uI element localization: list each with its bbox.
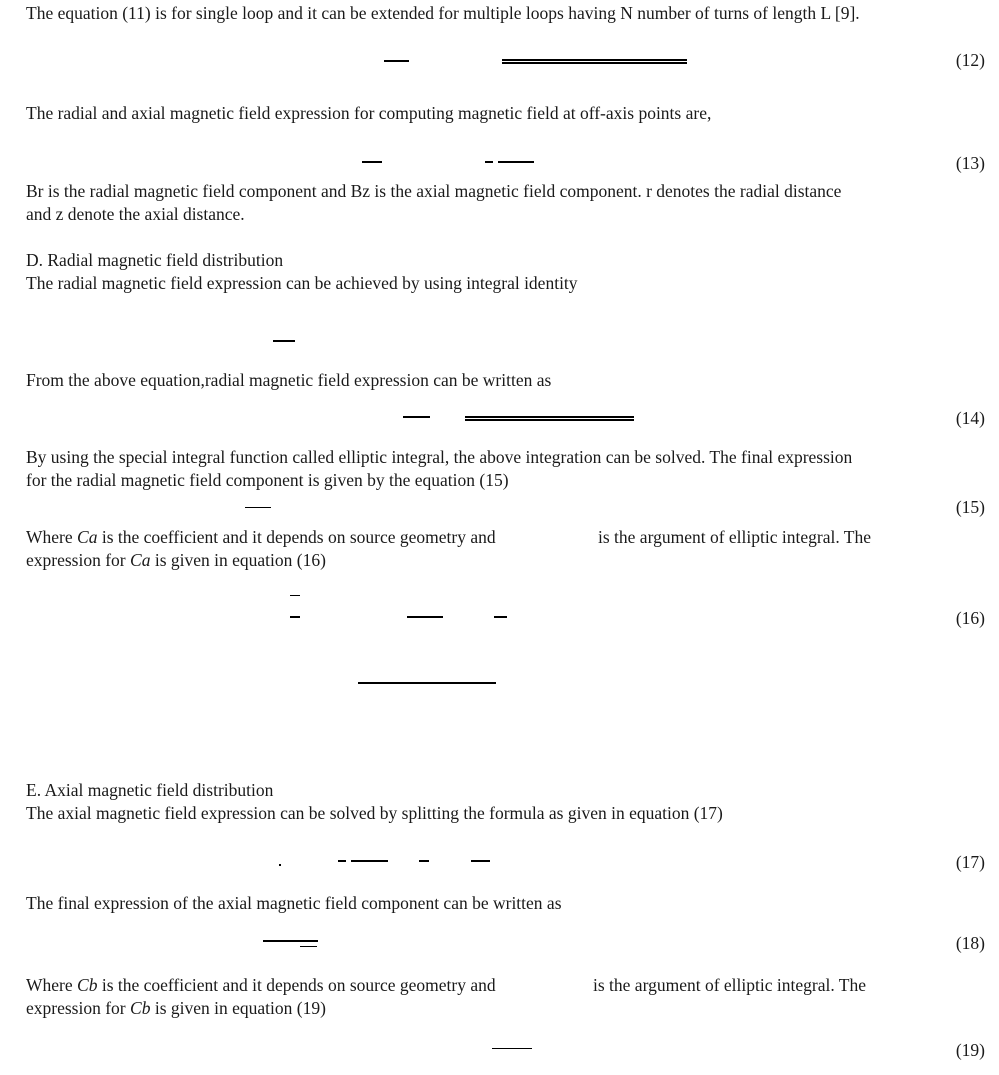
paragraph-integral-identity: The radial magnetic field expression can be achieved by using integral identity (26, 273, 578, 293)
fraction-bar-double (502, 59, 687, 64)
text-fragment: expression for (26, 998, 131, 1018)
equation-number-17: (17) (955, 852, 985, 872)
paragraph-components-line1: Br is the radial magnetic field component and Bz is the axial magnetic field component. r denotes the radial distance (26, 181, 842, 201)
text-fragment: is given in equation (19) (150, 998, 326, 1018)
equation-number-18: (18) (955, 933, 985, 953)
coefficient-cb: Cb (130, 998, 151, 1018)
equation-number-12: (12) (955, 50, 985, 70)
paragraph-ca-line2 (26, 550, 326, 570)
equation-number-15: (15) (955, 497, 985, 517)
text-fragment: is the coefficient and it depends on source geometry and (97, 975, 496, 995)
fraction-bar (362, 161, 382, 163)
paragraph-ca-line1-tail: is the argument of elliptic integral. The (598, 527, 871, 547)
minus-sign (485, 161, 493, 163)
coefficient-ca: Ca (77, 527, 98, 547)
paragraph-elliptic-line2: for the radial magnetic field component is given by the equation (15) (26, 470, 509, 490)
fraction-bar-double (465, 416, 634, 421)
paragraph-intro: The equation (11) is for single loop and it can be extended for multiple loops having N number of turns of length L [9]. (26, 3, 860, 23)
equation-number-14: (14) (955, 408, 985, 428)
paragraph-cb-line1 (26, 975, 496, 995)
fraction-bar (245, 507, 271, 508)
text-fragment: is given in equation (16) (150, 550, 326, 570)
fraction-bar (492, 1048, 532, 1049)
fraction-bar (358, 682, 496, 684)
fraction-bar (384, 60, 409, 62)
equation-number-19: (19) (955, 1040, 985, 1060)
paragraph-axial-final: The final expression of the axial magnetic field component can be written as (26, 893, 562, 913)
paragraph-off-axis: The radial and axial magnetic field expression for computing magnetic field at off-axis points are, (26, 103, 712, 123)
equation-number-16: (16) (955, 608, 985, 628)
text-fragment: Where (26, 975, 78, 995)
fraction-bar (300, 946, 317, 947)
fraction-bar (471, 860, 490, 862)
paragraph-elliptic-line1: By using the special integral function called elliptic integral, the above integration can be solved. The final expression (26, 447, 853, 467)
section-heading-d: D. Radial magnetic field distribution (26, 250, 284, 270)
fraction-bar (273, 340, 295, 342)
coefficient-cb: Cb (77, 975, 98, 995)
paragraph-cb-line1-tail: is the argument of elliptic integral. The (593, 975, 866, 995)
fraction-bar (290, 616, 300, 618)
paragraph-components-line2: and z denote the axial distance. (26, 204, 245, 224)
dot-mark (279, 864, 281, 866)
paragraph-cb-line2 (26, 998, 326, 1018)
paragraph-radial-expression: From the above equation,radial magnetic field expression can be written as (26, 370, 552, 390)
text-fragment: Where (26, 527, 78, 547)
fraction-bar (290, 595, 300, 596)
fraction-bar (498, 161, 534, 163)
fraction-bar (403, 416, 430, 418)
fraction-bar (263, 940, 318, 942)
section-heading-e: E. Axial magnetic field distribution (26, 780, 274, 800)
minus-sign (419, 860, 429, 862)
text-fragment: is the coefficient and it depends on source geometry and (97, 527, 496, 547)
minus-sign (338, 860, 346, 862)
coefficient-ca: Ca (130, 550, 151, 570)
paragraph-splitting: The axial magnetic field expression can be solved by splitting the formula as given in equation (17) (26, 803, 723, 823)
equation-number-13: (13) (955, 153, 985, 173)
paragraph-ca-line1 (26, 527, 496, 547)
fraction-bar (494, 616, 507, 618)
fraction-bar (351, 860, 388, 862)
text-fragment: expression for (26, 550, 131, 570)
fraction-bar (407, 616, 443, 618)
